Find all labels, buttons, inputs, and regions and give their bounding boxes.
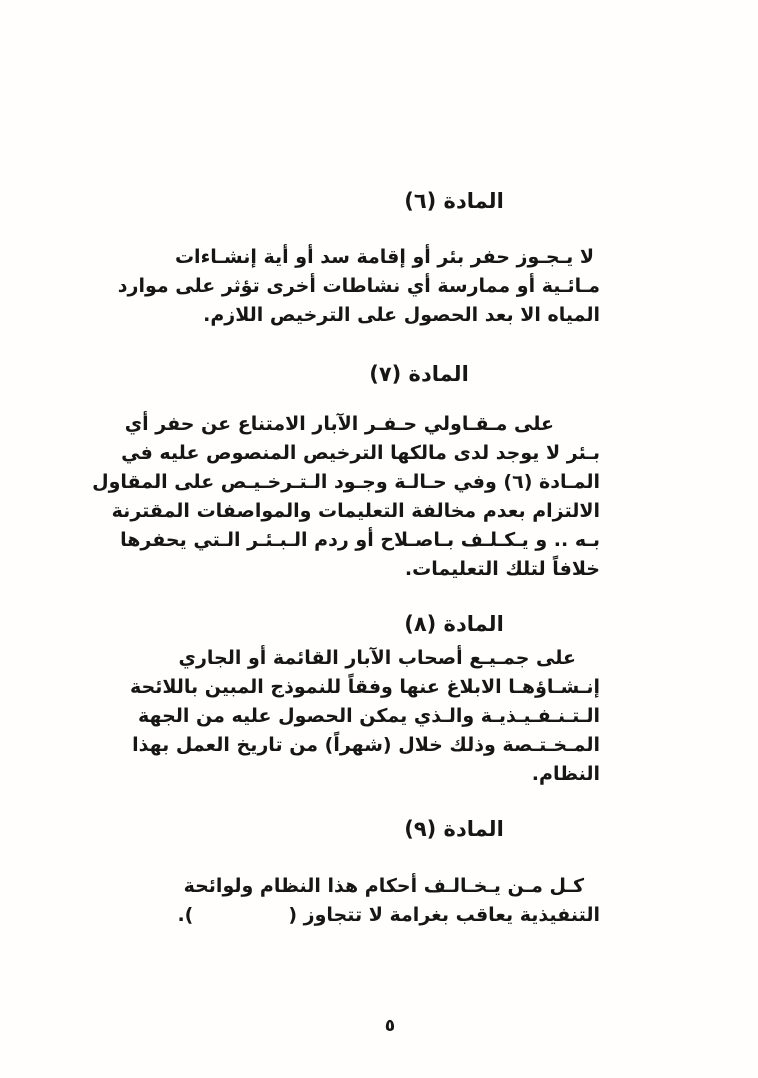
text-line: مـائـية أو ممارسة أي نشاطات أخرى تؤثر على موارد [117,275,600,297]
text-line: المياه الا بعد الحصول على الترخيص اللازم. [203,304,600,326]
blank-line-text-after: ). [177,904,194,926]
article-8-heading: المادة (٨) [404,612,504,636]
text-line-with-blank [177,901,600,930]
text-line: النظام. [531,763,600,785]
article-7 [92,361,600,584]
text-line: الالتزام بعدم مخالفة التعليمات والمواصفات المقترنة [111,500,600,522]
text-line: خلافاً لتلك التعليمات. [404,558,600,580]
article-6 [117,188,600,330]
article-7-heading: المادة (٧) [369,362,469,386]
article-9-body [177,872,600,930]
blank-line-text-before: التنفيذية يعاقب بغرامة لا تتجاوز ( [288,904,600,926]
text-line: بـه .. و يـكـلـف بـاصـلاح أو ردم الـبـئـر الـتي يحفرها [120,529,600,551]
text-line: المـخـتـصة وذلك خلال (شهراً) من تاريخ العمل بهذا [132,734,600,756]
text-line: على مـقـاولي حـفـر الآبار الامتناع عن حفر أي [124,413,554,435]
page-number: ٥ [384,1016,396,1036]
text-line: إنـشـاؤهـا الابلاغ عنها وفقاً للنموذج المبين باللائحة [130,676,600,698]
blank-fill-space [193,920,288,921]
text-line: كـل مـن يـخـالـف أحكام هذا النظام ولوائحة [183,875,584,897]
article-8-body [130,644,600,789]
article-8 [130,611,600,789]
article-6-body [117,243,600,330]
article-6-heading: المادة (٦) [404,189,504,213]
text-line: بـئر لا يوجد لدى مالكها الترخيص المنصوص عليه في [121,442,600,464]
article-7-body [92,410,600,584]
text-line: على جمـيـع أصحاب الآبار القائمة أو الجاري [178,647,576,669]
text-line: الـتـنـفـيـذيـة والـذي يمكن الحصول عليه من الجهة [138,705,600,727]
page-content [92,188,600,930]
text-line: لا يـجـوز حفر بئر أو إقامة سد أو أية إنشـاءات [174,246,594,268]
article-9 [177,816,600,930]
article-9-heading: المادة (٩) [404,817,504,841]
text-line: المـادة (٦) وفي حـالـة وجـود الـتـرخـيـص على المقاول [92,471,600,493]
